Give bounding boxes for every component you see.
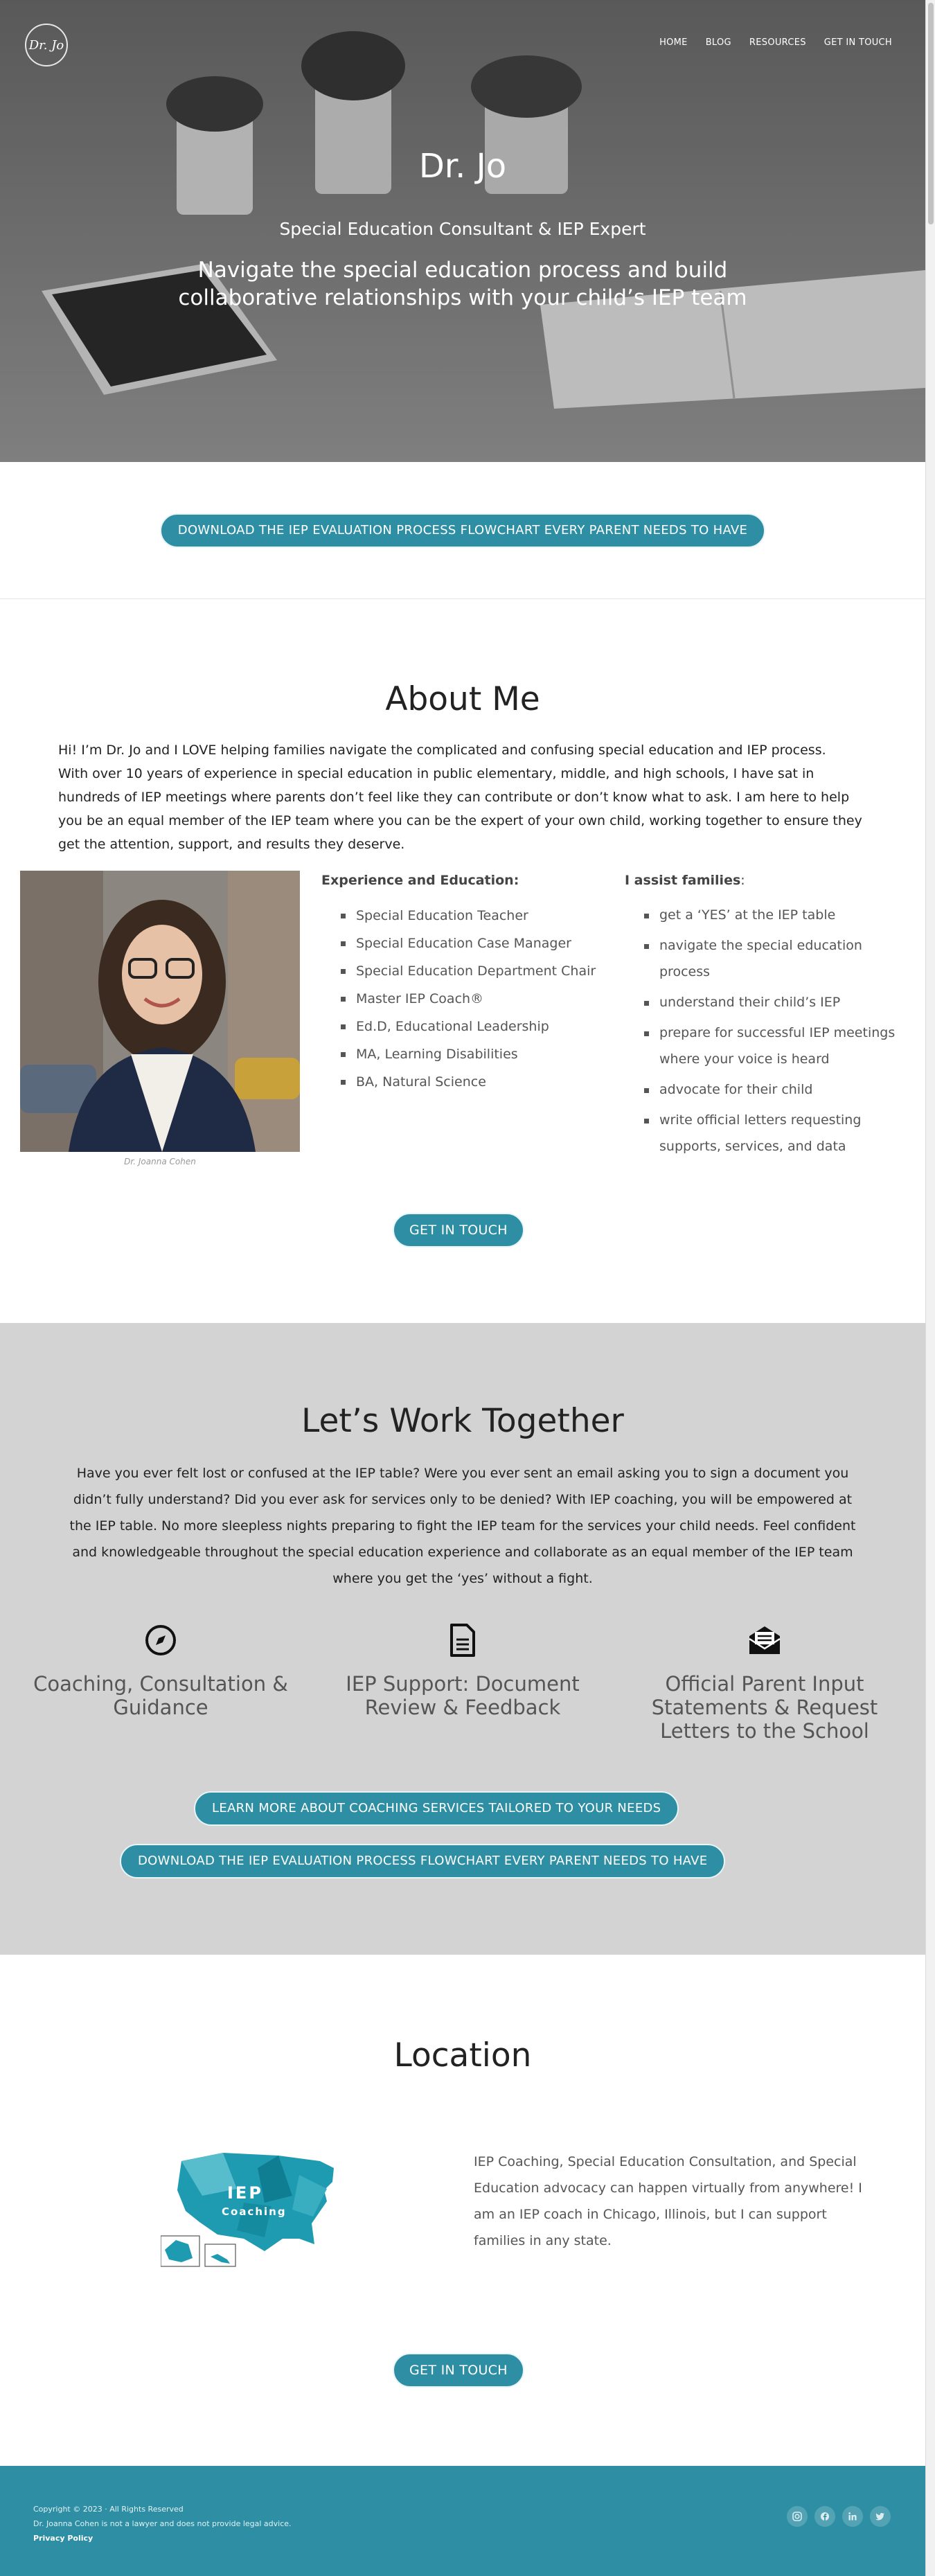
nav-get-in-touch[interactable]: GET IN TOUCH xyxy=(823,37,892,48)
twitter-icon[interactable] xyxy=(870,2506,891,2527)
feature-title: Official Parent Input Statements & Request Letters to the School xyxy=(651,1672,878,1743)
feature-iep-support xyxy=(331,1621,594,1719)
us-map-image xyxy=(161,2147,349,2271)
map-label-iep: IEP xyxy=(227,2183,263,2203)
nav-home[interactable]: HOME xyxy=(659,37,688,48)
about-intro-line-1: Hi! I’m Dr. Jo and I LOVE helping families navigate the complicated and confusing special education and IEP process. xyxy=(58,743,826,758)
hero-subtitle: Special Education Consultant & IEP Expert xyxy=(279,219,646,239)
hero-banner xyxy=(0,0,925,462)
location-title: Location xyxy=(393,2036,532,2075)
assist-heading xyxy=(625,873,745,888)
list-item: Ed.D, Educational Leadership xyxy=(335,1013,612,1040)
portrait-photo xyxy=(20,871,300,1152)
feature-title: IEP Support: Document Review & Feedback xyxy=(346,1672,580,1719)
list-item: navigate the special education process xyxy=(639,932,909,985)
feature-coaching xyxy=(29,1621,292,1719)
list-item: Special Education Teacher xyxy=(335,902,612,930)
list-item: BA, Natural Science xyxy=(335,1068,612,1096)
list-item: understand their child’s IEP xyxy=(639,989,909,1015)
nav-blog[interactable]: BLOG xyxy=(705,37,731,48)
work-together-section xyxy=(0,1323,925,1955)
site-logo[interactable]: Dr. Jo xyxy=(25,24,68,66)
work-title: Let’s Work Together xyxy=(301,1402,624,1440)
location-section xyxy=(0,1955,925,2466)
instagram-icon[interactable] xyxy=(787,2506,808,2527)
feature-letters xyxy=(633,1621,896,1743)
work-text: Have you ever felt lost or confused at the IEP table? Were you ever sent an email asking you to sign a document you didn’t fully understand? Did you ever ask for services only to be denied? With IEP coaching, you will be empowered at the IEP table. No more sleepless nights preparing to fight the IEP team for the services your child needs. Feel confident and knowledgeable throughout the special education experience and collaborate as an equal member of the IEP team where you get the ‘yes’ without a fight. xyxy=(69,1466,856,1586)
facebook-icon[interactable] xyxy=(814,2506,835,2527)
assist-list xyxy=(639,902,909,1164)
footer-text xyxy=(33,2502,292,2546)
document-icon xyxy=(443,1621,482,1660)
nav-resources[interactable]: RESOURCES xyxy=(749,37,806,48)
page-scrollbar[interactable] xyxy=(925,0,935,2576)
experience-heading: Experience and Education: xyxy=(321,873,519,888)
download-band xyxy=(0,462,925,599)
download-flowchart-button[interactable]: DOWNLOAD THE IEP EVALUATION PROCESS FLOWCHART EVERY PARENT NEEDS TO HAVE xyxy=(160,513,765,548)
social-links xyxy=(787,2506,891,2527)
learn-more-services-button[interactable]: LEARN MORE ABOUT COACHING SERVICES TAILORED TO YOUR NEEDS xyxy=(194,1791,679,1826)
feature-title: Coaching, Consultation & Guidance xyxy=(33,1672,288,1719)
linkedin-icon[interactable] xyxy=(842,2506,863,2527)
site-footer xyxy=(0,2466,925,2576)
about-intro xyxy=(58,738,869,856)
list-item: Special Education Department Chair xyxy=(335,957,612,985)
list-item: get a ‘YES’ at the IEP table xyxy=(639,902,909,928)
list-item: MA, Learning Disabilities xyxy=(335,1040,612,1068)
list-item: Special Education Case Manager xyxy=(335,930,612,957)
list-item: prepare for successful IEP meetings where your voice is heard xyxy=(639,1020,909,1072)
copyright-text: Copyright © 2023 · All Rights Reserved xyxy=(33,2505,184,2514)
list-item: write official letters requesting supports, services, and data xyxy=(639,1107,909,1160)
hero-tagline: Navigate the special education process and build collaborative relationships with your child’s IEP team xyxy=(178,258,747,310)
about-intro-line-2: With over 10 years of experience in special education in public elementary, middle, and high schools, I have sat in hundreds of IEP meetings where parents don’t feel like they can contribute or don’t know what to ask. I am here to help you be an equal member of the IEP team where you can be the expert of your own child, working together to ensure they get the attention, support, and results they deserve. xyxy=(58,766,862,852)
disclaimer-text: Dr. Joanna Cohen is not a lawyer and does not provide legal advice. xyxy=(33,2519,292,2528)
mail-open-icon xyxy=(745,1621,784,1660)
download-flowchart-button-2[interactable]: DOWNLOAD THE IEP EVALUATION PROCESS FLOWCHART EVERY PARENT NEEDS TO HAVE xyxy=(120,1844,725,1878)
compass-icon xyxy=(141,1621,180,1660)
list-item: Master IEP Coach® xyxy=(335,985,612,1013)
location-get-in-touch-button[interactable]: GET IN TOUCH xyxy=(393,2353,524,2388)
main-nav xyxy=(0,0,925,90)
list-item: advocate for their child xyxy=(639,1076,909,1103)
about-title: About Me xyxy=(385,680,540,718)
nav-menu xyxy=(659,37,892,48)
about-get-in-touch-button[interactable]: GET IN TOUCH xyxy=(393,1213,524,1247)
location-text: IEP Coaching, Special Education Consultation, and Special Education advocacy can happen virtually from anywhere! I am an IEP coach in Chicago, Illinois, but I can support families in any state. xyxy=(474,2154,862,2248)
assist-heading-colon: : xyxy=(740,873,745,888)
portrait-caption: Dr. Joanna Cohen xyxy=(124,1157,196,1166)
map-label-coaching: Coaching xyxy=(222,2205,287,2218)
experience-list xyxy=(335,902,612,1096)
hero-title: Dr. Jo xyxy=(418,147,507,186)
about-section xyxy=(0,600,925,1323)
assist-heading-text: I assist families xyxy=(625,873,741,888)
scrollbar-thumb[interactable] xyxy=(928,3,934,224)
privacy-policy-link[interactable]: Privacy Policy xyxy=(33,2534,93,2543)
portrait-illustration xyxy=(20,871,300,1152)
